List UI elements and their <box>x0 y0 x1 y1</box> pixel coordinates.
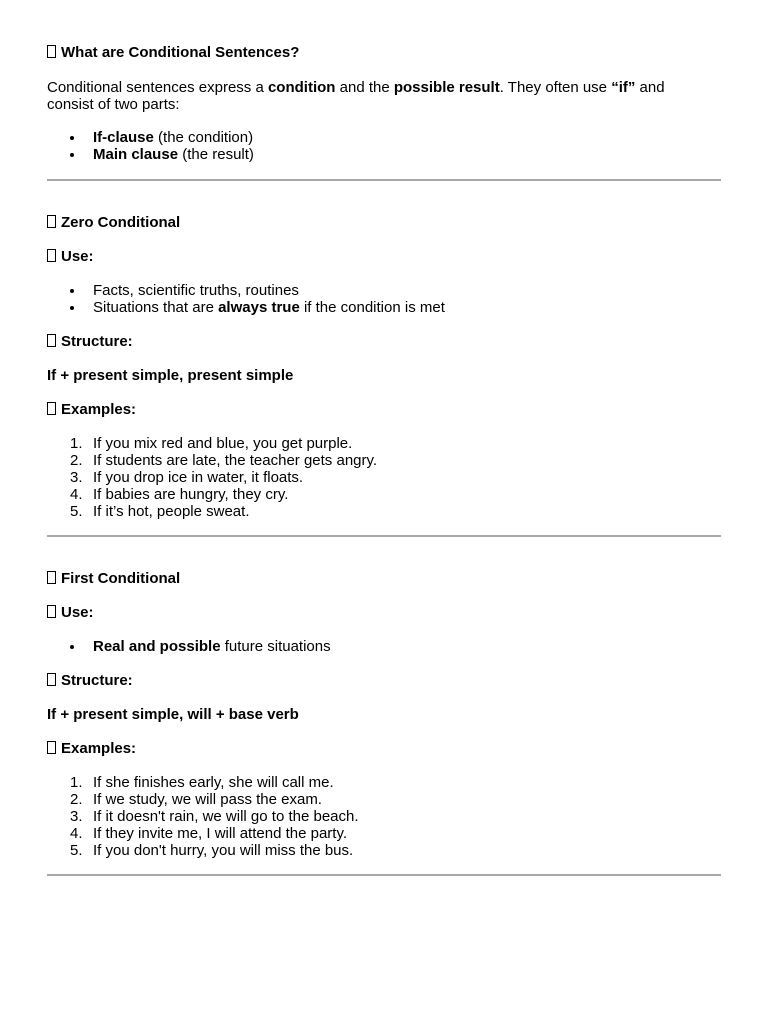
zero-structure-label: Structure: <box>47 333 133 350</box>
emoji-placeholder-icon <box>47 249 56 262</box>
zero-examples-list <box>47 435 377 520</box>
zero-use-label: Use: <box>47 248 94 265</box>
intro-paragraph: Conditional sentences express a condition and the possible result. They often use “if” and consist of two parts: <box>47 79 665 113</box>
emoji-placeholder-icon <box>47 741 56 754</box>
zero-heading: Zero Conditional <box>47 214 180 231</box>
first-structure-label: Structure: <box>47 672 133 689</box>
emoji-placeholder-icon <box>47 571 56 584</box>
emoji-placeholder-icon <box>47 215 56 228</box>
list-item: 4. If they invite me, I will attend the party. <box>70 825 348 842</box>
list-item: 2. If we study, we will pass the exam. <box>70 791 322 808</box>
first-use-list <box>47 638 331 655</box>
list-item: 5. If you don't hurry, you will miss the bus. <box>70 842 354 859</box>
section-divider <box>47 179 721 181</box>
intro-heading: What are Conditional Sentences? <box>47 44 299 61</box>
emoji-placeholder-icon <box>47 605 56 618</box>
list-item: 4. If babies are hungry, they cry. <box>70 486 289 503</box>
emoji-placeholder-icon <box>47 402 56 415</box>
list-item: 5. If it’s hot, people sweat. <box>70 503 250 520</box>
first-use-label: Use: <box>47 604 94 621</box>
zero-structure-formula: If + present simple, present simple <box>47 367 294 384</box>
emoji-placeholder-icon <box>47 45 56 58</box>
section-divider <box>47 874 721 876</box>
list-item: Facts, scientific truths, routines <box>47 282 445 299</box>
zero-use-list <box>47 282 445 316</box>
emoji-placeholder-icon <box>47 334 56 347</box>
intro-parts-list <box>47 129 254 163</box>
list-item: 1. If she finishes early, she will call me. <box>70 774 334 791</box>
section-divider <box>47 535 721 537</box>
list-item: If-clause (the condition) <box>47 129 254 146</box>
list-item: Main clause (the result) <box>47 146 254 163</box>
first-examples-label: Examples: <box>47 740 136 757</box>
list-item: 3. If you drop ice in water, it floats. <box>70 469 304 486</box>
zero-examples-label: Examples: <box>47 401 136 418</box>
list-item: 1. If you mix red and blue, you get purple. <box>70 435 353 452</box>
emoji-placeholder-icon <box>47 673 56 686</box>
first-examples-list <box>47 774 359 859</box>
first-heading: First Conditional <box>47 570 180 587</box>
list-item: 3. If it doesn't rain, we will go to the beach. <box>70 808 359 825</box>
first-structure-formula: If + present simple, will + base verb <box>47 706 299 723</box>
list-item: Real and possible future situations <box>47 638 331 655</box>
list-item: Situations that are always true if the condition is met <box>47 299 445 316</box>
list-item: 2. If students are late, the teacher gets angry. <box>70 452 378 469</box>
